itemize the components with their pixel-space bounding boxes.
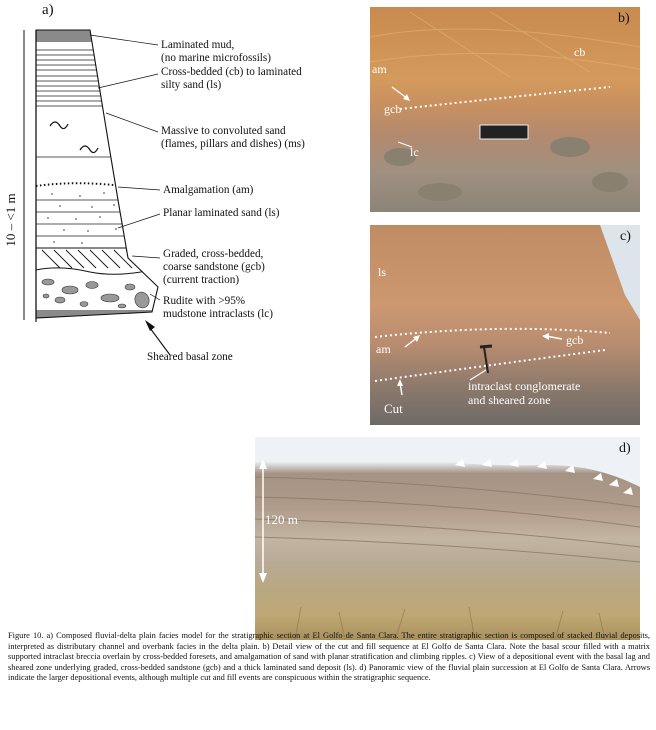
arrow-icon bbox=[145, 320, 155, 331]
amalgamation-trace bbox=[400, 87, 610, 109]
annotation-8: Planar laminated sand (ls) bbox=[163, 207, 280, 219]
arrow-icon bbox=[403, 94, 410, 101]
photo-b-lc: lc bbox=[410, 145, 419, 159]
lower-contact bbox=[375, 350, 605, 381]
photo-c-ls: ls bbox=[378, 265, 387, 279]
thickness-label-wrap bbox=[4, 192, 16, 246]
annotation-5: Massive to convoluted sand bbox=[161, 125, 286, 137]
annotation-4: silty sand (ls) bbox=[161, 79, 222, 91]
annotation-1: Laminated mud, bbox=[161, 39, 235, 51]
photo-b-cb: cb bbox=[574, 45, 586, 59]
photo-d-scale: 120 m bbox=[265, 512, 298, 527]
panel-b-label: b) bbox=[618, 11, 630, 26]
photo-c-gcb: gcb bbox=[566, 333, 584, 347]
photo-b-gcb: gcb bbox=[384, 102, 402, 116]
photo-b bbox=[370, 7, 640, 212]
arrow-icon bbox=[413, 335, 420, 342]
photo-c-cut: Cut bbox=[384, 401, 403, 416]
hammer bbox=[484, 347, 488, 373]
thickness-label: 10 – <1 m bbox=[3, 193, 18, 247]
annotation-10: coarse sandstone (gcb) bbox=[163, 261, 265, 273]
mud-layer bbox=[36, 30, 166, 42]
annotation-9: Graded, cross-bedded, bbox=[163, 248, 264, 260]
figure-caption: Figure 10. a) Composed fluvial-delta plain facies model for the stratigraphic section at El Golfo de Santa Clara. The entire stratigraphic section is composed of stacked fluvial deposits, interpreted as distributary channel and overbank facies in the delta plain. b) Detail view of the cut and fill sequence at El Golfo de Santa Clara. Note the basal scour filled with a matrix supported intraclast breccia overlain by cross-bedded foresets, and amalgamation of sand with planar stratification and climbing ripples. c) View of a depositional event with the basal lag and sheared zone underlying graded, cross-bedded sandstone (gcb) and a thick laminated sand deposit (ls). d) Panoramic view of the fluvial plain succession at El Golfo de Santa Clara. Arrows indicate the larger depositional events, although multiple cut and fill events are conspicuous within the stratigraphic sequence. bbox=[8, 631, 650, 683]
scale-bar bbox=[480, 125, 528, 139]
annotation-2: (no marine microfossils) bbox=[161, 52, 271, 64]
photo-c-conglomerate-2: and sheared zone bbox=[468, 393, 551, 407]
annotation-3: Cross-bedded (cb) to laminated bbox=[161, 66, 302, 78]
annotation-12: Rudite with >95% bbox=[163, 295, 246, 307]
photo-c-conglomerate-1: intraclast conglomerate bbox=[468, 379, 581, 393]
photo-c-am: am bbox=[376, 342, 391, 356]
panel-c-label: c) bbox=[620, 229, 631, 244]
annotation-6: (flames, pillars and dishes) (ms) bbox=[161, 138, 305, 150]
annotation-7: Amalgamation (am) bbox=[163, 184, 254, 196]
arrow-icon bbox=[542, 333, 549, 340]
panel-d-label: d) bbox=[619, 441, 631, 456]
annotation-13: mudstone intraclasts (lc) bbox=[163, 308, 273, 320]
annotation-11: (current traction) bbox=[163, 274, 240, 286]
photo-b-am: am bbox=[372, 62, 387, 76]
photo-d bbox=[255, 437, 640, 640]
panel-a-label: a) bbox=[42, 2, 54, 18]
column-layers bbox=[36, 30, 166, 322]
annotation-14: Sheared basal zone bbox=[147, 351, 233, 363]
photo-c bbox=[370, 225, 640, 425]
arrow-icon bbox=[397, 379, 403, 386]
